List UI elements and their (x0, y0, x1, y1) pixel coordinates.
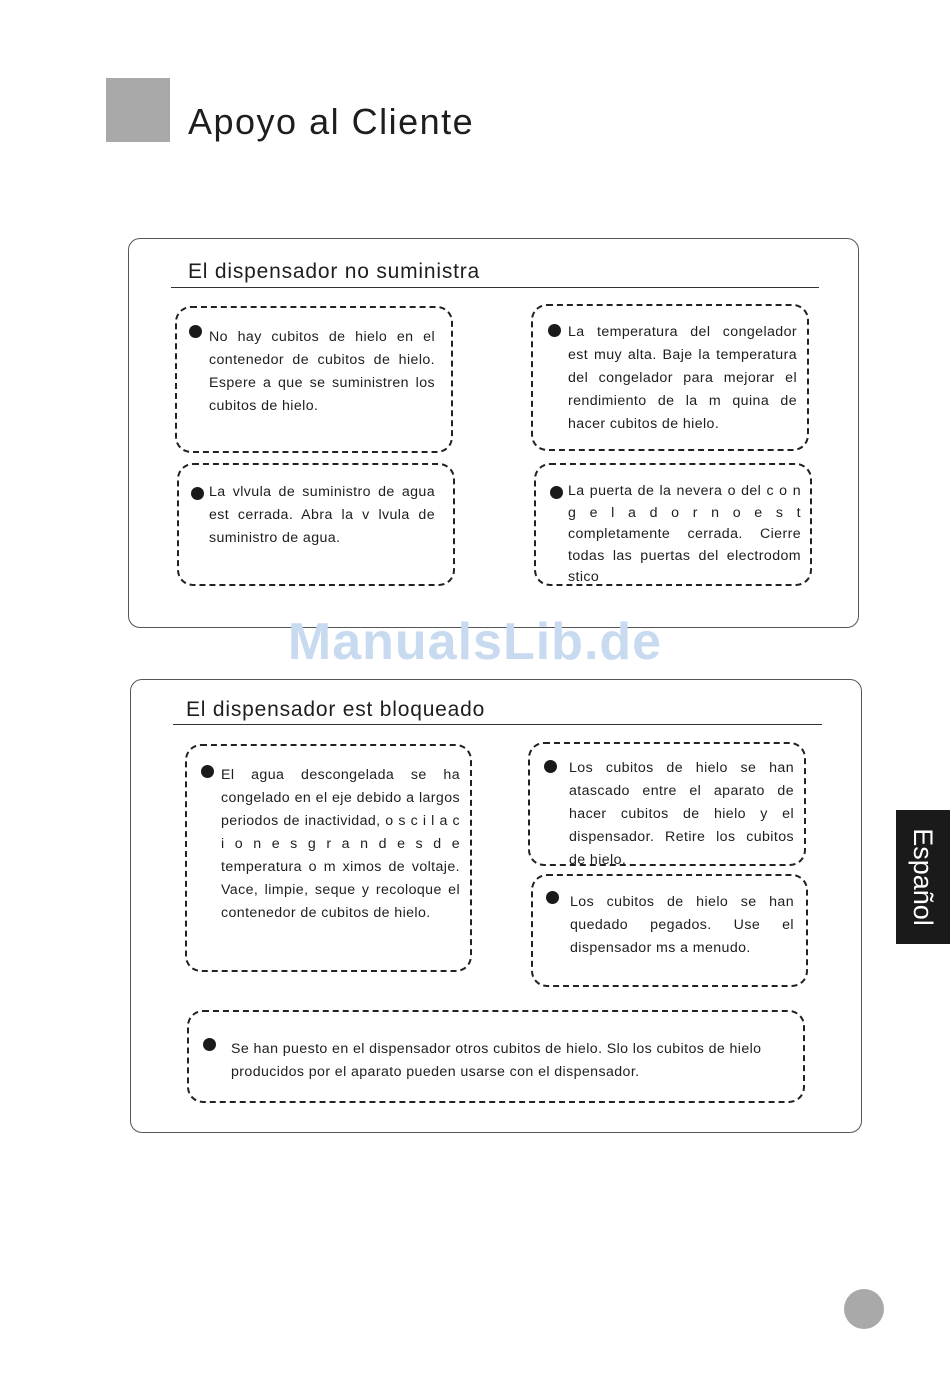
cause-text: La vlvula de suministro de agua est cerrada. Abra la v lvula de suministro de agua. (209, 484, 435, 546)
section-title: El dispensador est bloqueado (186, 698, 486, 721)
cause-text: El agua descongelada se ha congelado en el eje debido a largos periodos de inactividad, o s c i l a c i o n e s g r a n d e s d e temperatura o m ximos de voltaje. Vace, limpie, seque y recoloque el contenedor de cubitos de hielo. (221, 767, 460, 921)
bullet-icon (548, 324, 561, 337)
cause-text: La puerta de la nevera o del c o n g e l a d o r n o e s t completamente cerrada. Cierre todas las puertas del electrodom stico (568, 483, 801, 585)
bullet-icon (201, 765, 214, 778)
section-rule (173, 724, 822, 725)
bullet-icon (203, 1038, 216, 1051)
page-title: Apoyo al Cliente (188, 101, 475, 142)
bullet-icon (191, 487, 204, 500)
section-title: El dispensador no suministra (188, 260, 481, 283)
page-marker-circle (844, 1289, 884, 1329)
cause-text: La temperatura del congelador est muy alta. Baje la temperatura del congelador para mejorar el rendimiento de la m quina de hacer cubitos de hielo. (568, 324, 797, 432)
watermark: ManualsLib.de (287, 613, 663, 671)
bullet-icon (544, 760, 557, 773)
bullet-icon (550, 486, 563, 499)
cause-text: Se han puesto en el dispensador otros cubitos de hielo. Slo los cubitos de hielo producidos por el aparato pueden usarse con el dispensador. (231, 1041, 762, 1080)
language-tab (896, 810, 950, 944)
cause-text: Los cubitos de hielo se han quedado pegados. Use el dispensador ms a menudo. (570, 894, 794, 956)
cause-text: No hay cubitos de hielo en el contenedor de cubitos de hielo. Espere a que se suministren los cubitos de hielo. (209, 329, 435, 414)
bullet-icon (546, 891, 559, 904)
language-label: Español (908, 828, 938, 926)
cause-text: Los cubitos de hielo se han atascado entre el aparato de hacer cubitos de hielo y el dispensador. Retire los cubitos de hielo. (569, 760, 794, 868)
bullet-icon (189, 325, 202, 338)
header-square (106, 78, 170, 142)
section-rule (171, 287, 819, 288)
